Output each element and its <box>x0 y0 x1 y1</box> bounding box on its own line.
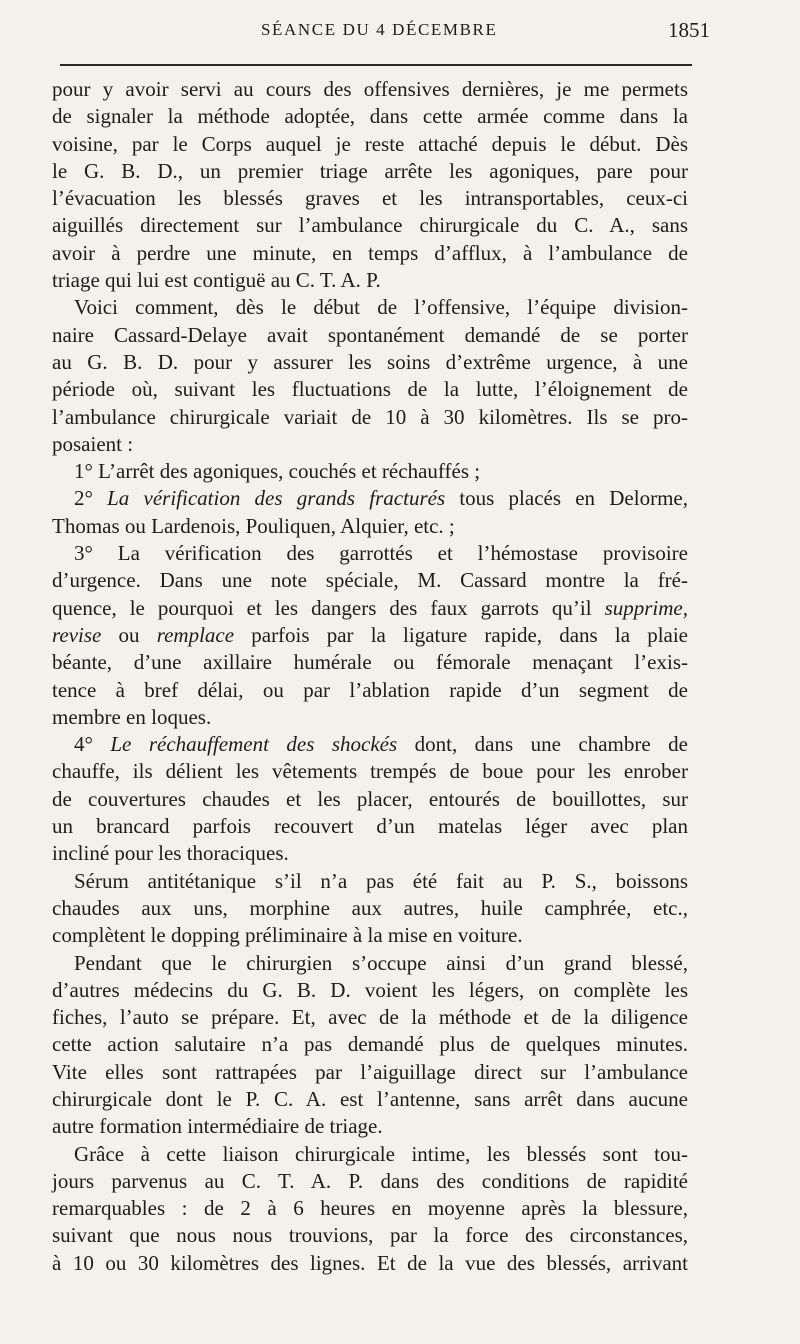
text-line <box>52 1195 688 1222</box>
text-line <box>52 595 688 622</box>
text-segment: période où, suivant les fluctuations de la lutte, l’éloignement de <box>52 377 688 402</box>
text-segment: remarquables : de 2 à 6 heures en moyenne après la blessure, <box>52 1196 688 1221</box>
text-line <box>52 185 688 212</box>
text-segment: voisine, par le Corps auquel je reste attaché depuis le début. Dès <box>52 131 688 156</box>
text-segment: ou <box>101 622 157 647</box>
text-line <box>52 458 688 485</box>
text-segment: incliné pour les thoraciques. <box>52 841 289 866</box>
text-segment: Sérum antitétanique s’il n’a pas été fait au P. S., boissons <box>74 868 688 893</box>
text-segment: au G. B. D. pour y assurer les soins d’extrême urgence, à une <box>52 349 688 374</box>
text-line <box>52 1031 688 1058</box>
text-segment: naire Cassard-Delaye avait spontanément demandé de se porter <box>52 322 688 347</box>
italic-text: remplace <box>156 622 235 647</box>
text-segment: 2° <box>74 486 108 511</box>
text-segment: 4° <box>74 732 111 757</box>
text-segment: membre en loques. <box>52 704 212 729</box>
text-line <box>52 677 688 704</box>
text-line <box>52 404 688 431</box>
text-segment: jours parvenus au C. T. A. P. dans des conditions de rapidité <box>52 1168 688 1193</box>
text-segment: un brancard parfois recouvert d’un matelas léger avec plan <box>52 814 688 839</box>
text-line <box>52 376 688 403</box>
text-line <box>52 622 688 649</box>
text-segment: Grâce à cette liaison chirurgicale intime, les blessés sont tou- <box>74 1141 688 1166</box>
text-line <box>52 158 688 185</box>
text-segment: tous placés en Delorme, <box>445 486 688 511</box>
text-line <box>52 103 688 130</box>
text-line <box>52 1113 688 1140</box>
italic-text: Le réchauffement des shockés <box>110 732 398 757</box>
text-line <box>52 813 688 840</box>
text-line <box>52 131 688 158</box>
text-segment: l’évacuation les blessés graves et les intransportables, ceux-ci <box>52 186 688 211</box>
text-line <box>52 76 688 103</box>
text-segment: d’autres médecins du G. B. D. voient les légers, on complète les <box>52 977 688 1002</box>
text-line <box>52 950 688 977</box>
header-rule <box>60 64 692 66</box>
text-line <box>52 485 688 512</box>
running-head <box>56 18 710 46</box>
text-segment: le G. B. D., un premier triage arrête les agoniques, pare pour <box>52 158 688 183</box>
text-segment: pour y avoir servi au cours des offensives dernières, je me permets <box>52 77 688 101</box>
body-text <box>52 76 688 1277</box>
text-segment: l’ambulance chirurgicale variait de 10 à 30 kilomètres. Ils se pro- <box>52 404 688 429</box>
text-segment: complètent le dopping préliminaire à la mise en voiture. <box>52 923 523 948</box>
text-segment: à 10 ou 30 kilomètres des lignes. Et de la vue des blessés, arrivant <box>52 1250 688 1275</box>
text-segment: chirurgicale dont le P. C. A. est l’antenne, sans arrêt dans aucune <box>52 1086 688 1111</box>
text-line <box>52 1059 688 1086</box>
text-line <box>52 1250 688 1277</box>
text-line <box>52 240 688 267</box>
text-line <box>52 977 688 1004</box>
text-line <box>52 758 688 785</box>
text-line <box>52 567 688 594</box>
text-line <box>52 1168 688 1195</box>
text-line <box>52 868 688 895</box>
text-segment: béante, d’une axillaire humérale ou fémorale menaçant l’exis- <box>52 650 688 675</box>
text-segment: 3° La vérification des garrottés et l’hémostase provisoire <box>74 541 688 566</box>
text-line <box>52 786 688 813</box>
text-segment: posaient : <box>52 431 134 456</box>
text-line <box>52 322 688 349</box>
text-line <box>52 540 688 567</box>
text-segment: chauffe, ils délient les vêtements trempés de boue pour les enrober <box>52 759 688 784</box>
text-line <box>52 704 688 731</box>
text-segment: tence à bref délai, ou par l’ablation rapide d’un segment de <box>52 677 688 702</box>
text-line <box>52 1222 688 1249</box>
text-segment: suivant que nous nous trouvions, par la force des circonstances, <box>52 1223 688 1248</box>
text-line <box>52 349 688 376</box>
text-segment: avoir à perdre une minute, en temps d’afflux, à l’ambulance de <box>52 240 688 265</box>
text-segment: Thomas ou Lardenois, Pouliquen, Alquier, etc. ; <box>52 513 455 538</box>
text-segment: Vite elles sont rattrapées par l’aiguillage direct sur l’ambulance <box>52 1059 688 1084</box>
text-line <box>52 649 688 676</box>
page-number: 1851 <box>668 18 710 42</box>
italic-text: revise <box>52 622 102 647</box>
text-line <box>52 267 688 294</box>
text-segment: autre formation intermédiaire de triage. <box>52 1114 383 1139</box>
text-line <box>52 1141 688 1168</box>
text-segment: d’urgence. Dans une note spéciale, M. Cassard montre la fré- <box>52 568 688 593</box>
text-segment: de couvertures chaudes et les placer, entourés de bouillottes, sur <box>52 786 688 811</box>
italic-text: supprime, <box>604 595 688 620</box>
text-segment: triage qui lui est contiguë au C. T. A. P. <box>52 268 381 293</box>
text-line <box>52 431 688 458</box>
text-segment: Voici comment, dès le début de l’offensive, l’équipe division- <box>74 295 688 320</box>
text-segment: quence, le pourquoi et les dangers des faux garrots qu’il <box>52 595 605 620</box>
text-segment: aiguillés directement sur l’ambulance chirurgicale du C. A., sans <box>52 213 688 238</box>
text-segment: cette action salutaire n’a pas demandé plus de quelques minutes. <box>52 1032 688 1057</box>
text-segment: chaudes aux uns, morphine aux autres, huile camphrée, etc., <box>52 895 688 920</box>
text-segment: de signaler la méthode adoptée, dans cette armée comme dans la <box>52 104 688 129</box>
text-line <box>52 895 688 922</box>
text-line <box>52 1086 688 1113</box>
text-line <box>52 513 688 540</box>
text-line <box>52 840 688 867</box>
text-line <box>52 922 688 949</box>
text-line <box>52 731 688 758</box>
text-segment: parfois par la ligature rapide, dans la plaie <box>234 622 689 647</box>
text-line <box>52 1004 688 1031</box>
text-segment: Pendant que le chirurgien s’occupe ainsi d’un grand blessé, <box>74 950 688 975</box>
text-segment: 1° L’arrêt des agoniques, couchés et réchauffés ; <box>74 459 481 484</box>
text-segment: fiches, l’auto se prépare. Et, avec de la méthode et de la diligence <box>52 1005 688 1030</box>
text-line <box>52 212 688 239</box>
text-segment: dont, dans une chambre de <box>397 732 688 757</box>
running-head-title: SÉANCE DU 4 DÉCEMBRE <box>261 20 498 39</box>
italic-text: La vérification des grands fracturés <box>107 486 446 511</box>
text-line <box>52 294 688 321</box>
